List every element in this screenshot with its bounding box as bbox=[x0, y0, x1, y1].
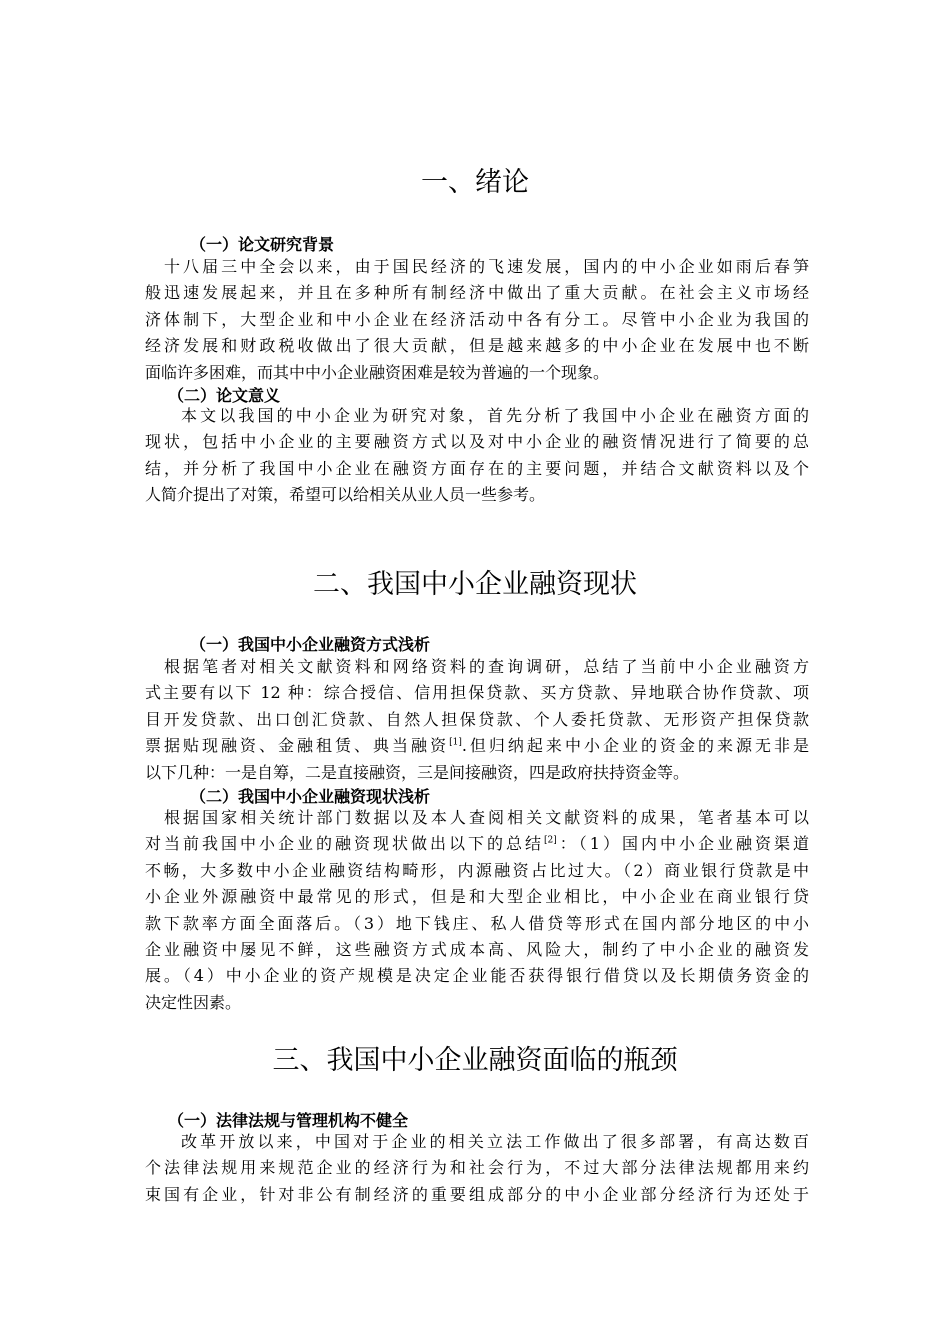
text-line: 个法律法规用来规范企业的经济行为和社会行为，不过大部分法律法规都用来约 bbox=[145, 1158, 809, 1178]
text-line: 根据笔者对相关文献资料和网络资料的查询调研，总结了当前中小企业融资方 bbox=[164, 657, 809, 676]
section-title: 三、我国中小企业融资面临的瓶颈 bbox=[272, 1045, 678, 1076]
section-title: 一、绪论 bbox=[421, 167, 529, 198]
text-line: 款下款率方面全面落后。（3）地下钱庄、私人借贷等形式在国内部分地区的中小 bbox=[145, 913, 809, 933]
subsection-heading: （一）法律法规与管理机构不健全 bbox=[168, 1111, 409, 1130]
subsection-heading: （一）我国中小企业融资方式浅析 bbox=[190, 635, 431, 654]
text-segment: 票据贴现融资、金融租赁、典当融资 bbox=[145, 736, 450, 756]
text-line: 十八届三中全会以来，由于国民经济的飞速发展，国内的中小企业如雨后春笋 bbox=[164, 257, 809, 276]
text-line: 式主要有以下 12 种：综合授信、信用担保贷款、买方贷款、异地联合协作贷款、项 bbox=[145, 683, 809, 703]
text-segment: .但归纳起来中小企业的资金的来源无非是 bbox=[461, 736, 809, 756]
text-line: 改革开放以来，中国对于企业的相关立法工作做出了很多部署，有高达数百 bbox=[181, 1132, 809, 1151]
text-line: 般迅速发展起来，并且在多种所有制经济中做出了重大贡献。在社会主义市场经 bbox=[145, 283, 809, 303]
text-line: 企业融资中屡见不鲜，这些融资方式成本高、风险大，制约了中小企业的融资发 bbox=[145, 940, 809, 960]
text-line: 现状，包括中小企业的主要融资方式以及对中小企业的融资情况进行了简要的总 bbox=[145, 432, 809, 452]
subsection-heading: （二）论文意义 bbox=[168, 386, 281, 405]
text-line: 束国有企业，针对非公有制经济的重要组成部分的中小企业部分经济行为还处于 bbox=[145, 1184, 809, 1204]
text-line: 目开发贷款、出口创汇贷款、自然人担保贷款、个人委托贷款、无形资产担保贷款 bbox=[145, 709, 809, 729]
text-line: 济体制下，大型企业和中小企业在经济活动中各有分工。尽管中小企业为我国的 bbox=[145, 309, 809, 329]
text-line: 经济发展和财政税收做出了很大贡献，但是越来越多的中小企业在发展中也不断 bbox=[145, 336, 809, 356]
citation-mark[interactable]: [1] bbox=[449, 737, 462, 748]
text-segment: 对当前我国中小企业的融资现状做出以下的总结 bbox=[145, 834, 545, 854]
text-line: 决定性因素。 bbox=[145, 992, 242, 1012]
text-line: 面临许多困难，而其中中小企业融资困难是较为普遍的一个现象。 bbox=[145, 362, 610, 382]
subsection-heading: （二）我国中小企业融资现状浅析 bbox=[190, 787, 431, 806]
paragraph bbox=[145, 1129, 809, 1208]
paragraph bbox=[145, 403, 809, 509]
section-title: 二、我国中小企业融资现状 bbox=[313, 569, 637, 600]
subsection-heading: （一）论文研究背景 bbox=[190, 235, 335, 254]
text-line bbox=[145, 733, 809, 759]
text-line: 根据国家相关统计部门数据以及本人查阅相关文献资料的成果，笔者基本可以 bbox=[164, 808, 809, 827]
paragraph bbox=[145, 805, 809, 1016]
citation-mark[interactable]: [2] bbox=[544, 836, 557, 847]
text-line: 展。（4）中小企业的资产规模是决定企业能否获得银行借贷以及长期债务资金的 bbox=[145, 966, 809, 986]
text-line: 小企业外源融资中最常见的形式，但是和大型企业相比，中小企业在商业银行贷 bbox=[145, 887, 809, 907]
paragraph bbox=[145, 254, 809, 386]
text-line bbox=[145, 831, 809, 857]
text-line: 人简介提出了对策，希望可以给相关从业人员一些参考。 bbox=[145, 485, 546, 505]
text-line: 本文以我国的中小企业为研究对象，首先分析了我国中小企业在融资方面的 bbox=[181, 406, 809, 425]
text-line: 不畅，大多数中小企业融资结构畸形，内源融资占比过大。（2）商业银行贷款是中 bbox=[145, 860, 809, 880]
paragraph bbox=[145, 654, 809, 786]
text-line: 结，并分析了我国中小企业在融资方面存在的主要问题，并结合文献资料以及个 bbox=[145, 458, 809, 478]
text-line: 以下几种：一是自筹，二是直接融资，三是间接融资，四是政府扶持资金等。 bbox=[145, 762, 690, 782]
text-segment: ：（1）国内中小企业融资渠道 bbox=[556, 834, 809, 854]
